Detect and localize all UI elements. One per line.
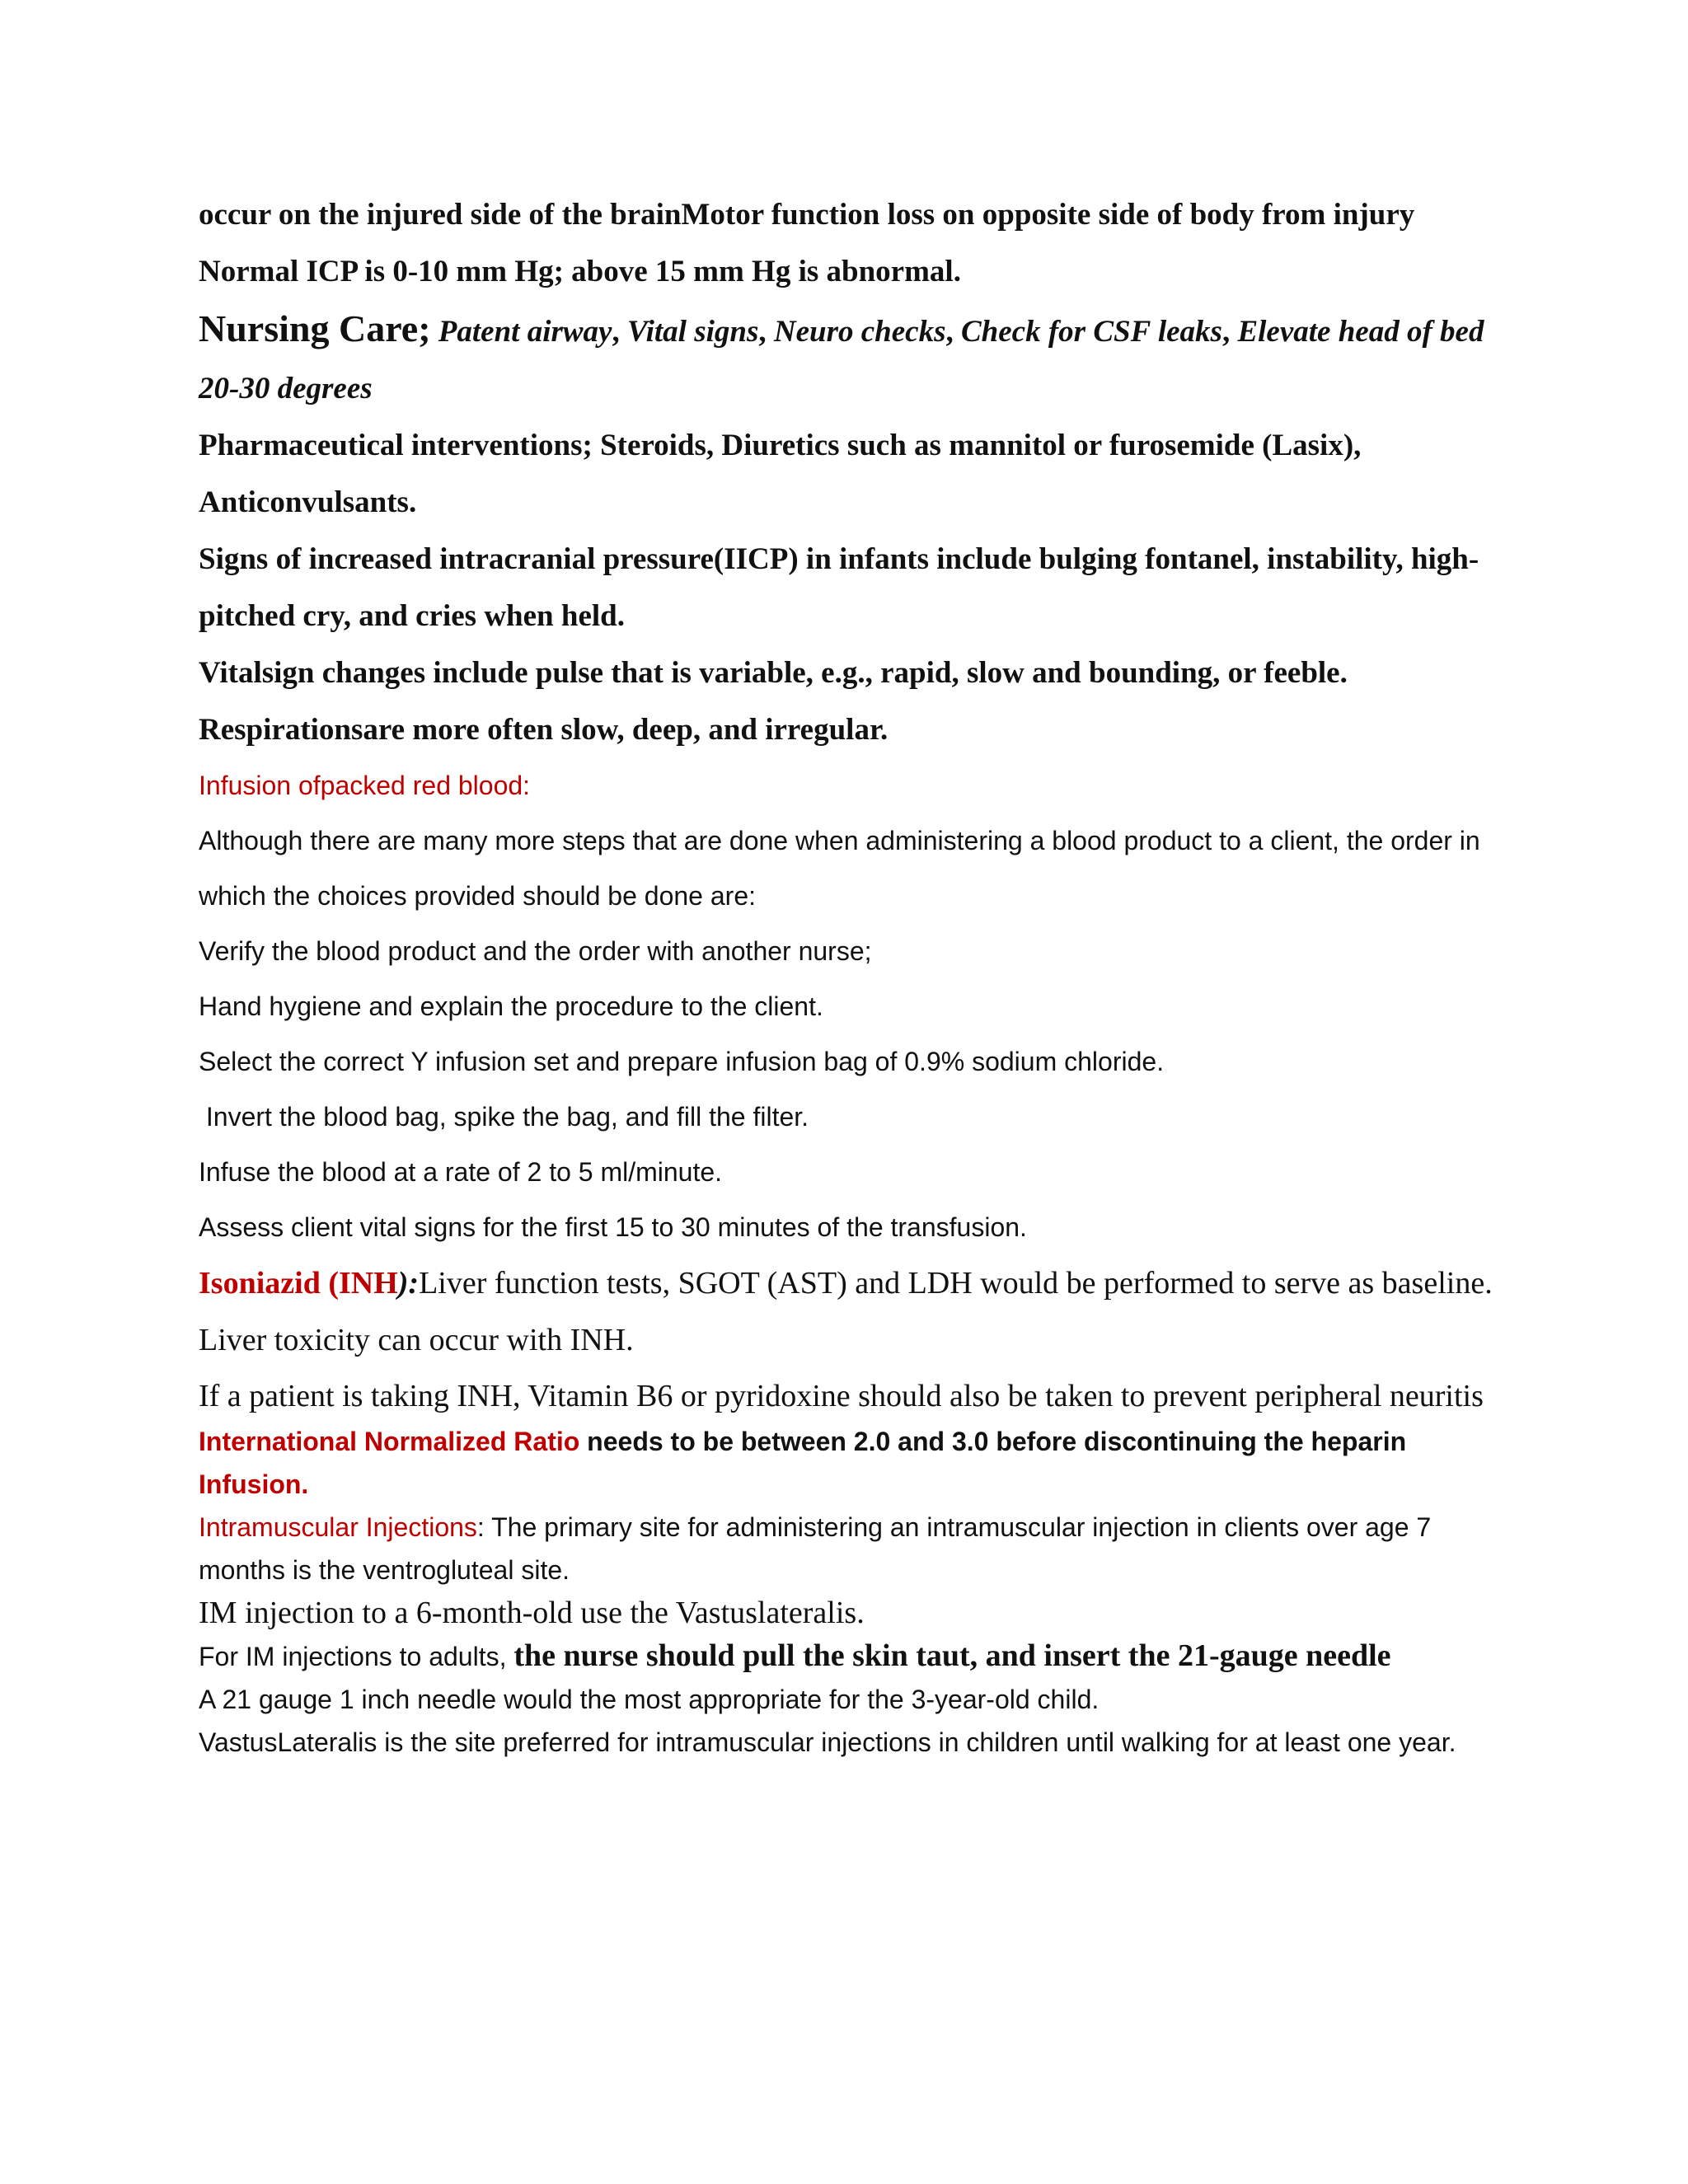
isoniazid-label-end: ):	[397, 1266, 420, 1301]
infusion-step: Hand hygiene and explain the procedure to the client.	[199, 991, 823, 1021]
normal-icp-text: Normal ICP is 0-10 mm Hg; above 15 mm Hg is abnormal.	[199, 255, 961, 288]
inh-b6-text: If a patient is taking INH, Vitamin B6 or pyridoxine should also be taken to prevent peripheral neuritis	[199, 1379, 1484, 1413]
isoniazid-text: Liver function tests, SGOT (AST) and LDH would be performed to serve as baseline.	[419, 1266, 1493, 1301]
pharmaceutical-interventions-text: Pharmaceutical interventions; Steroids, Diuretics such as mannitol or furosemide (Lasix), Anticonvulsants.	[199, 429, 1362, 519]
im-vastus-text: VastusLateralis is the site preferred for intramuscular injections in children until walking for at least one year.	[199, 1727, 1456, 1757]
nursing-care-item: Check for CSF leaks	[961, 315, 1222, 349]
nursing-care-item: Patent airway	[438, 315, 612, 349]
nursing-care-separator: ,	[1221, 315, 1238, 349]
im-adults-paragraph	[199, 1634, 1493, 1678]
im-adults-bold: the nurse should pull the skin taut, and insert the 21-gauge needle	[513, 1638, 1391, 1673]
infusion-intro: Although there are many more steps that are done when administering a blood product to a client, the order in which the choices provided should be done are:	[199, 826, 1480, 911]
infusion-step: Invert the blood bag, spike the bag, and fill the filter.	[199, 1102, 809, 1132]
nursing-care-paragraph	[199, 300, 1493, 417]
nursing-care-separator: ,	[758, 315, 774, 349]
infusion-step: Assess client vital signs for the first 15 to 30 minutes of the transfusion.	[199, 1212, 1027, 1242]
infusion-heading: Infusion ofpacked red blood:	[199, 771, 531, 800]
im-gauge-text: A 21 gauge 1 inch needle would the most appropriate for the 3-year-old child.	[199, 1685, 1100, 1714]
inr-label: International Normalized Ratio	[199, 1427, 580, 1456]
inr-text: needs to be between 2.0 and 3.0 before discontinuing the heparin	[579, 1427, 1407, 1456]
vital-signs-text: Vitalsign changes include pulse that is variable, e.g., rapid, slow and bounding, or feeble. Respirationsare more often slow, deep, and irregular.	[199, 656, 1348, 747]
nursing-care-heading: Nursing Care;	[199, 307, 431, 349]
infusion-step: Verify the blood product and the order with another nurse;	[199, 936, 872, 966]
isoniazid-label: Isoniazid (INH	[199, 1266, 398, 1301]
icp-injury-text: occur on the injured side of the brainMotor function loss on opposite side of body from injury	[199, 198, 1415, 232]
inr-paragraph	[199, 1420, 1493, 1506]
im-label: Intramuscular Injections	[199, 1512, 477, 1542]
infusion-step: Select the correct Y infusion set and prepare infusion bag of 0.9% sodium chloride.	[199, 1047, 1165, 1076]
inr-end: Infusion.	[199, 1469, 309, 1499]
isoniazid-paragraph	[199, 1255, 1493, 1312]
inh-toxicity-text: Liver toxicity can occur with INH.	[199, 1323, 634, 1357]
im-text: : The primary site for administering an intramuscular injection in clients over age 7 months is the ventrogluteal site.	[199, 1512, 1432, 1585]
im-adults-prefix: For IM injections to adults,	[199, 1642, 514, 1671]
nursing-care-separator: ,	[612, 315, 627, 349]
im-six-month-text: IM injection to a 6-month-old use the Vastuslateralis.	[199, 1596, 865, 1630]
nursing-care-item: Elevate head of bed 20-30 degrees	[199, 315, 1484, 405]
nursing-care-separator: ,	[945, 315, 961, 349]
im-paragraph	[199, 1506, 1493, 1591]
iicp-infants-text: Signs of increased intracranial pressure(IICP) in infants include bulging fontanel, instability, high-pitched cry, and cries when held.	[199, 542, 1479, 633]
nursing-care-item: Neuro checks	[773, 315, 946, 349]
nursing-care-item: Vital signs	[626, 315, 759, 349]
infusion-step: Infuse the blood at a rate of 2 to 5 ml/minute.	[199, 1157, 723, 1187]
page-content	[199, 186, 1493, 1764]
